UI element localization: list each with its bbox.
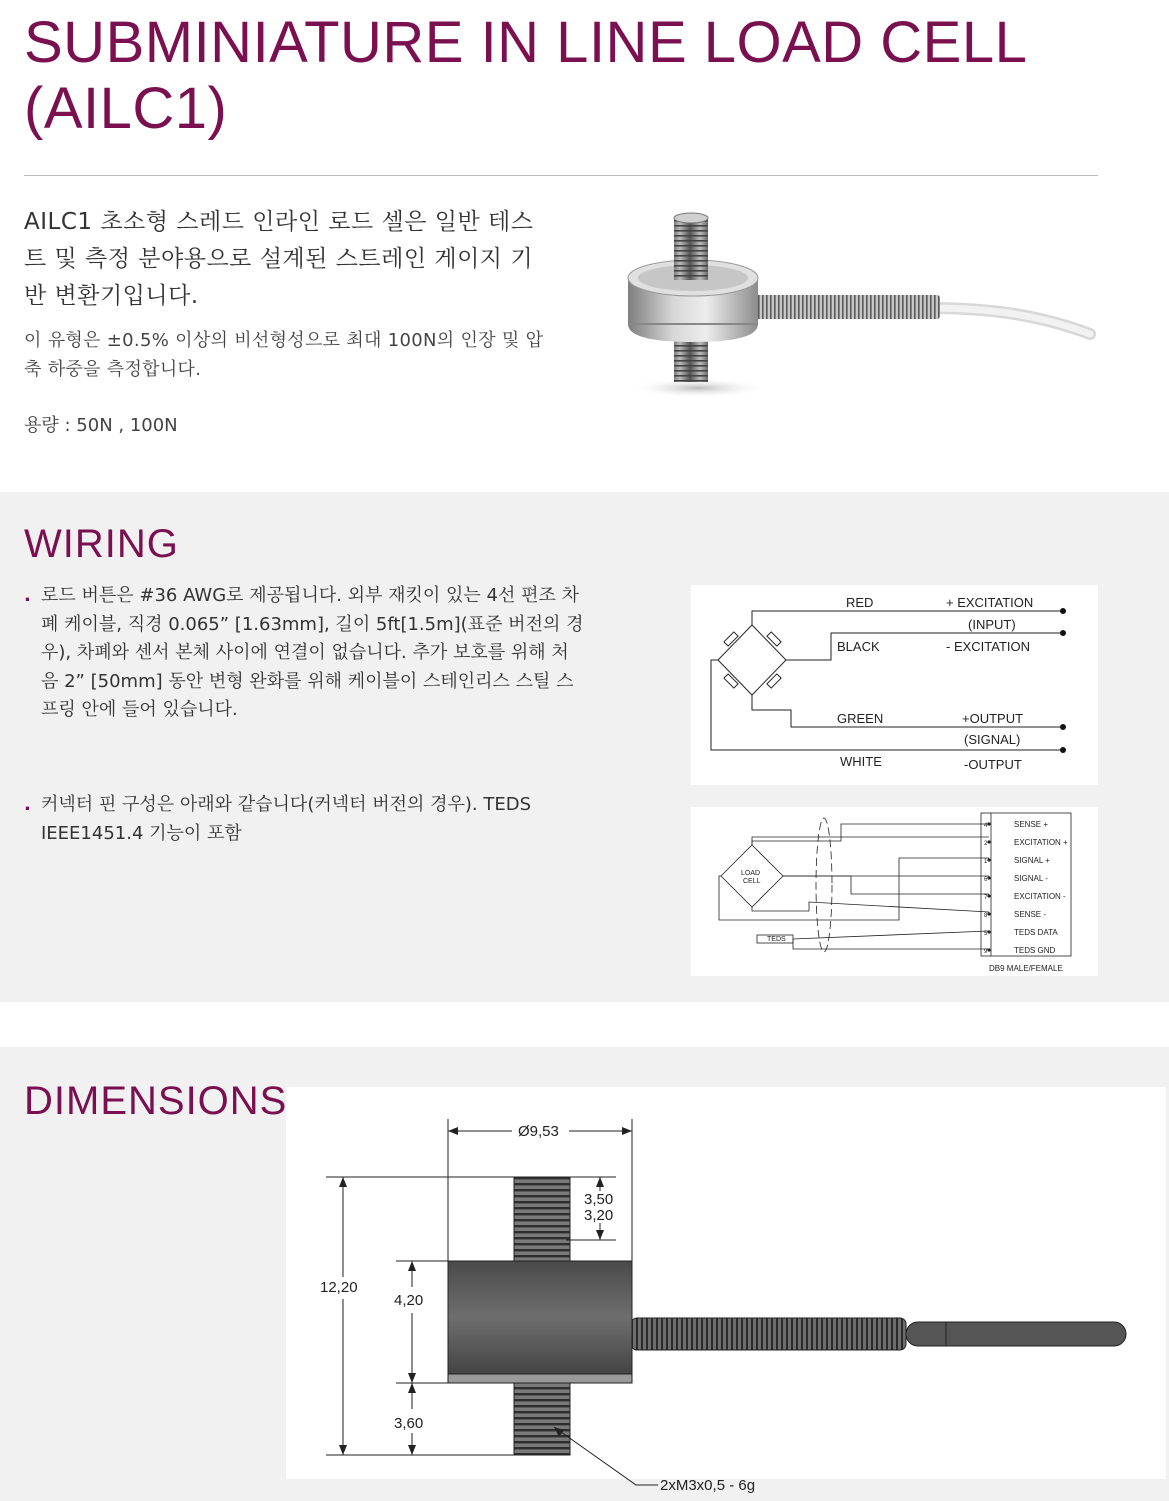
- wiring-diagram-connector: [691, 807, 1098, 976]
- connector-pin-number: 1: [984, 859, 988, 865]
- title-line-1: SUBMINIATURE IN LINE LOAD CELL: [24, 10, 1028, 75]
- connector-pin-label: EXCITATION +: [1014, 838, 1068, 847]
- page-title: [24, 10, 1027, 142]
- connector-pin-label: SIGNAL -: [1014, 874, 1048, 883]
- connector-pin-label: TEDS DATA: [1014, 928, 1058, 937]
- out-plus-label: +OUTPUT: [962, 711, 1024, 726]
- connector-pin-dot: [987, 930, 990, 933]
- wiring-bullet-2: [24, 791, 584, 848]
- teds-label: TEDS: [767, 936, 786, 943]
- connector-pin-label: SENSE +: [1014, 820, 1049, 829]
- connector-pin-dot: [987, 894, 990, 897]
- connector-pin-dot: [987, 948, 990, 951]
- dim-bottom-thread: 3,60: [394, 1415, 424, 1432]
- connector-pin-dot: [987, 912, 990, 915]
- bullet-dot-icon: .: [24, 585, 31, 606]
- load-cell-product-image: [610, 200, 1100, 410]
- dim-thread-length-2: 3,20: [584, 1207, 614, 1224]
- connector-pin-number: 5: [984, 931, 988, 937]
- connector-pin-dot: [987, 822, 990, 825]
- connector-pin-dot: [987, 840, 990, 843]
- connector-pin-label: SENSE -: [1014, 910, 1047, 919]
- dim-thread-length-1: 3,50: [584, 1191, 614, 1208]
- connector-pin-number: 6: [984, 877, 988, 883]
- connector-pin-label: EXCITATION -: [1014, 892, 1066, 901]
- load-cell-label-1: LOAD: [741, 870, 761, 877]
- dimensions-heading: DIMENSIONS: [24, 1079, 288, 1123]
- intro-lead: AILC1 초소형 스레드 인라인 로드 셀은 일반 테스트 및 측정 분야용으로 설계된 스트레인 게이지 기반 변환기입니다.: [24, 209, 534, 309]
- dim-total-height: 12,20: [320, 1279, 358, 1296]
- wire-white-label: WHITE: [840, 754, 882, 769]
- connector-label: DB9 MALE/FEMALE: [989, 964, 1063, 973]
- input-label: (INPUT): [968, 617, 1016, 632]
- dimensions-section: [0, 1047, 1169, 1501]
- wiring-diagram-cable: [691, 585, 1098, 785]
- dimension-drawing: [286, 1087, 1166, 1494]
- connector-pin-number: 8: [984, 913, 988, 919]
- signal-label: (SIGNAL): [964, 732, 1021, 747]
- connector-pin-number: 7: [984, 895, 988, 901]
- dim-diameter: Ø9,53: [518, 1123, 559, 1140]
- connector-pin-dot: [987, 858, 990, 861]
- connector-pin-number: 9: [984, 949, 988, 955]
- connector-pin-number: 2: [984, 841, 988, 847]
- connector-pin-label: TEDS GND: [1014, 946, 1056, 955]
- title-line-2: (AILC1): [24, 76, 228, 141]
- wire-red-label: RED: [846, 595, 874, 610]
- out-minus-label: -OUTPUT: [964, 757, 1022, 772]
- title-divider: [24, 175, 1098, 176]
- wire-green-label: GREEN: [837, 711, 884, 726]
- wire-black-label: BLACK: [837, 639, 880, 654]
- exc-minus-label: - EXCITATION: [946, 639, 1031, 654]
- intro-detail: 이 유형은 ±0.5% 이상의 비선형성으로 최대 100N의 인장 및 압축 하중을 측정합니다.: [24, 330, 544, 380]
- connector-pin-dot: [987, 876, 990, 879]
- dim-body-height: 4,20: [394, 1292, 424, 1309]
- exc-plus-label: + EXCITATION: [946, 595, 1034, 610]
- wiring-bullet-1: [24, 582, 584, 725]
- wiring-heading: WIRING: [24, 522, 179, 566]
- connector-pin-label: SIGNAL +: [1014, 856, 1050, 865]
- connector-pin-number: 4: [984, 823, 988, 829]
- capacity-text: 용량 : 50N , 100N: [24, 415, 178, 436]
- wiring-bullet-2-text: 커넥터 핀 구성은 아래와 같습니다(커넥터 버전의 경우). TEDS IEEE1451.4 기능이 포함: [41, 794, 532, 844]
- dim-thread-spec: 2xM3x0,5 - 6g: [660, 1477, 756, 1494]
- wiring-section: [0, 492, 1169, 1002]
- load-cell-label-2: CELL: [743, 878, 761, 885]
- bullet-dot-icon: .: [24, 794, 31, 815]
- wiring-bullet-1-text: 로드 버튼은 #36 AWG로 제공됩니다. 외부 재킷이 있는 4선 편조 차폐 케이블, 직경 0.065” [1.63mm], 길이 5ft[1.5m](표준 버전의 경우), 차폐와 센서 본체 사이에 연결이 없습니다. 추가 보호를 위해 처음 2” [50mm] 동안 변형 완화를 위해 케이블이 스테인리스 스틸 스프링 안에 들어 있습니다.: [41, 585, 584, 720]
